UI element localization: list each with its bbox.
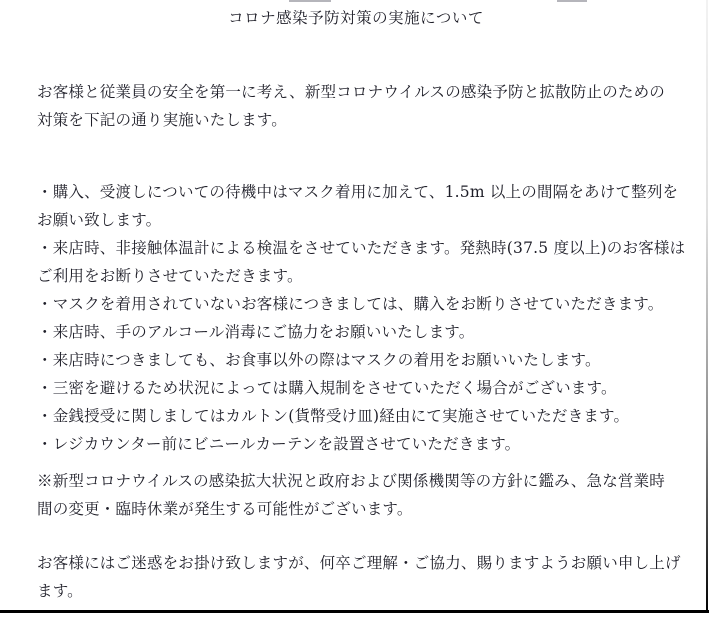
- intro-paragraph: [37, 78, 675, 134]
- page-title: コロナ感染予防対策の実施について: [228, 9, 484, 27]
- measure-item: [37, 318, 675, 346]
- measure-item: [37, 430, 675, 458]
- measure-item: [37, 234, 686, 290]
- measure-item: [37, 374, 675, 402]
- text-line: ご利用をお断りさせていただきます。: [37, 267, 303, 285]
- text-line: お客様にはご迷惑をお掛け致しますが、何卒ご理解・ご協力、賜りますようお願い申し上げ: [37, 554, 681, 572]
- text-line: お願い致します。: [37, 211, 162, 229]
- closing-paragraph: [37, 549, 681, 605]
- text-line: ・来店時、手のアルコール消毒にご協力をお願いいたします。: [37, 323, 475, 341]
- text-line: ・レジカウンター前にビニールカーテンを設置させていただきます。: [37, 435, 521, 453]
- text-line: お客様と従業員の安全を第一に考え、新型コロナウイルスの感染予防と拡散防止のための: [37, 83, 666, 101]
- text-line: ・来店時、非接触体温計による検温をさせていただきます。発熱時(37.5 度以上)のお客様は: [37, 239, 686, 257]
- measures-list: [37, 178, 686, 458]
- text-line: ・金銭授受に関しましてはカルトン(貨幣受け皿)経由にて実施させていただきます。: [37, 407, 630, 425]
- measure-item: [37, 346, 675, 374]
- measure-item: [37, 402, 675, 430]
- text-line: ※新型コロナウイルスの感染拡大状況と政府および関係機関等の方針に鑑み、急な営業時: [37, 472, 666, 490]
- text-line: ・三密を避けるため状況によっては購入規制をさせていただく場合がございます。: [37, 379, 617, 397]
- text-line: 対策を下記の通り実施いたします。: [37, 111, 287, 129]
- text-line: ・来店時につきましても、お食事以外の際はマスクの着用をお願いいたします。: [37, 351, 601, 369]
- note-paragraph: [37, 467, 675, 523]
- right-border-line: [706, 0, 708, 613]
- bottom-border-line: [0, 610, 709, 613]
- text-line: ・購入、受渡しについての待機中はマスク着用に加えて、1.5m 以上の間隔をあけて整列を: [37, 183, 679, 201]
- text-line: 間の変更・臨時休業が発生する可能性がございます。: [37, 500, 413, 518]
- text-line: ・マスクを着用されていないお客様につきましては、購入をお断りさせていただきます。: [37, 295, 664, 313]
- measure-item: [37, 178, 679, 234]
- text-line: ます。: [37, 582, 83, 600]
- measure-item: [37, 290, 675, 318]
- document-content: [37, 0, 686, 605]
